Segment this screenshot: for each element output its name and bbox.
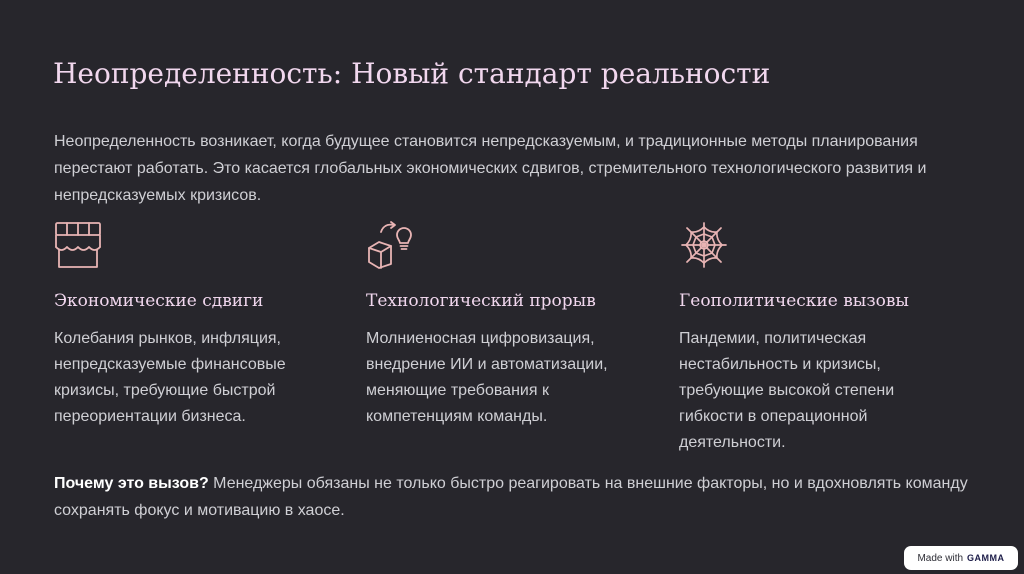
column-title: Геополитические вызовы: [679, 291, 909, 311]
intro-paragraph: Неопределенность возникает, когда будущее становится непредсказуемым, и традиционные методы планирования перестают работать. Это касается глобальных экономических сдвигов, стремительного технологического развития и непредсказуемых кризисов.: [54, 133, 927, 204]
column-title: Экономические сдвиги: [54, 291, 264, 311]
why-label: Почему это вызов?: [54, 475, 209, 492]
column-tech-breakthrough: [366, 220, 656, 425]
column-geopolitical-challenges: [679, 220, 969, 451]
made-with-gamma-badge[interactable]: [904, 546, 1018, 570]
gamma-logo: GAMMA: [967, 553, 1005, 563]
why-text: Менеджеры обязаны не только быстро реагировать на внешние факторы, но и вдохновлять команду сохранять фокус и мотивацию в хаосе.: [54, 475, 968, 519]
column-text: Молниеносная цифровизация, внедрение ИИ и автоматизации, меняющие требования к компетенциям команды.: [366, 330, 608, 425]
badge-prefix: Made with: [917, 552, 964, 564]
why-paragraph: [54, 470, 974, 524]
storefront-icon: [54, 220, 104, 270]
column-text: Колебания рынков, инфляция, непредсказуемые финансовые кризисы, требующие быстрой переориентации бизнеса.: [54, 330, 286, 425]
column-text: Пандемии, политическая нестабильность и кризисы, требующие высокой степени гибкости в операционной деятельности.: [679, 330, 895, 451]
cube-lightbulb-icon: [366, 220, 416, 270]
column-title: Технологический прорыв: [366, 291, 596, 311]
page-title: Неопределенность: Новый стандарт реальности: [53, 57, 771, 90]
column-economic-shifts: [54, 220, 344, 425]
spiderweb-icon: [679, 220, 729, 270]
